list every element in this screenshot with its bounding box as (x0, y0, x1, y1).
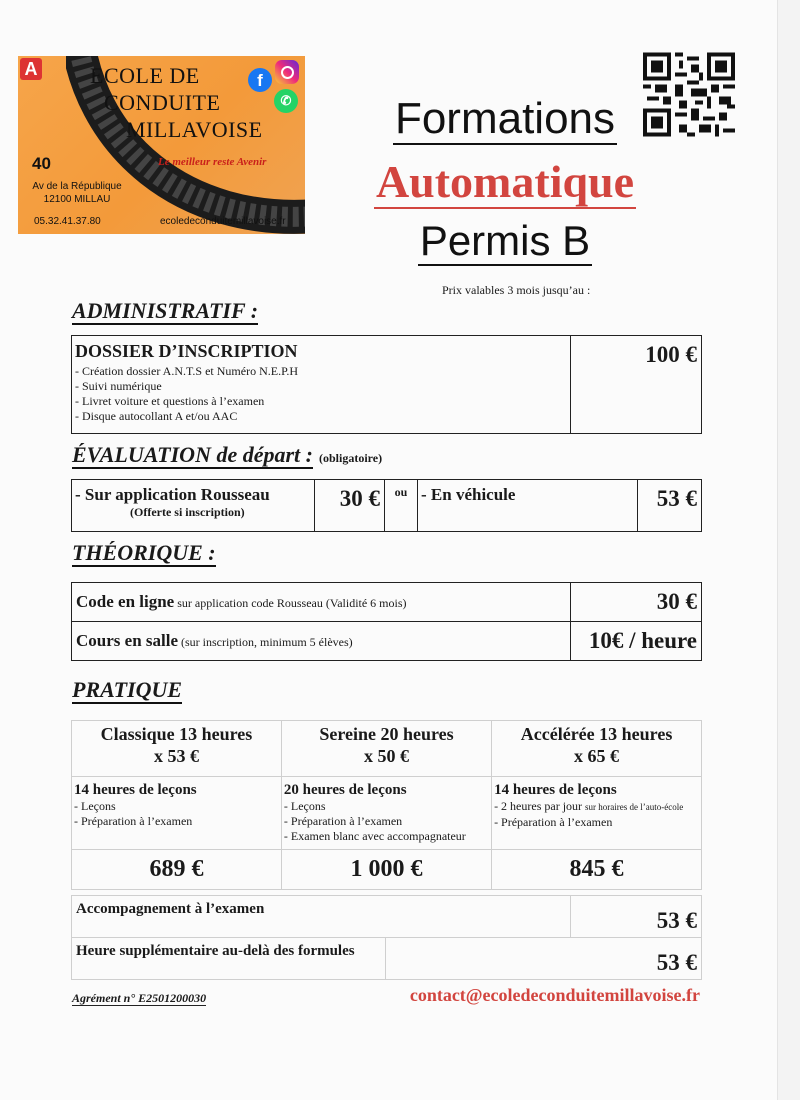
eval-option-vehicle: - En véhicule (418, 480, 638, 532)
extras-table (71, 895, 702, 980)
logo-phone: 05.32.41.37.80 (34, 216, 101, 227)
eval-price-app: 30 € (315, 480, 385, 532)
formula-desc-title: 14 heures de leçons (494, 782, 617, 798)
list-item: - Leçons (74, 799, 116, 813)
agrement-text: Agrément n° E2501200030 (72, 991, 207, 1005)
table-row (72, 850, 702, 890)
formula-rate: x 65 € (574, 746, 620, 766)
theory-note: (sur inscription, minimum 5 élèves) (181, 635, 353, 649)
extra-label: Accompagnement à l’examen (72, 896, 571, 938)
extra-price: 53 € (386, 938, 702, 980)
theory-price: 30 € (571, 583, 702, 622)
extra-price: 53 € (571, 896, 702, 938)
theory-note: sur application code Rousseau (Validité 6 mois) (177, 596, 407, 610)
formula-rate: x 53 € (153, 746, 199, 766)
theory-title: Code en ligne (76, 592, 175, 611)
address-street: Av de la République (32, 181, 122, 192)
table-row (72, 896, 702, 938)
formula-desc (281, 777, 491, 850)
eval-option-app-note: (Offerte si inscription) (130, 505, 245, 519)
formula-header (281, 721, 491, 777)
section-heading: ÉVALUATION de départ : (72, 442, 313, 467)
eval-option-app (72, 480, 315, 532)
dossier-price: 100 € (571, 336, 702, 434)
list-item-text: - 2 heures par jour (494, 799, 583, 813)
formula-total: 689 € (72, 850, 282, 890)
dossier-cell (72, 336, 571, 434)
theory-table (71, 582, 702, 661)
logo-line-2: CONDUITE (104, 90, 221, 115)
logo-line-3: MILLAVOISE (126, 117, 263, 142)
section-heading: THÉORIQUE : (72, 540, 216, 565)
address-city: 12100 MILLAU (43, 194, 111, 205)
list-item: - Création dossier A.N.T.S et Numéro N.E.P.H (75, 364, 299, 378)
facebook-icon: f (248, 68, 272, 92)
section-pratique (72, 677, 182, 703)
section-administratif (72, 298, 258, 324)
theory-title: Cours en salle (76, 631, 178, 650)
extra-label: Heure supplémentaire au-delà des formules (72, 938, 386, 980)
agrement-number (72, 991, 215, 1006)
list-item: - Préparation à l’examen (283, 814, 403, 828)
logo-a-badge-icon: A (20, 58, 42, 80)
eval-price-vehicle: 53 € (638, 480, 702, 532)
formula-name: Accélérée 13 heures (520, 724, 673, 744)
dossier-items (75, 364, 567, 424)
list-item: - Disque autocollant A et/ou AAC (75, 409, 238, 423)
list-item-note: sur horaires de l’auto-école (585, 802, 684, 812)
list-item: - Livret voiture et questions à l’examen (75, 394, 265, 408)
list-item: - Préparation à l’examen (74, 814, 193, 828)
formula-total: 1 000 € (281, 850, 491, 890)
table-row (72, 721, 702, 777)
dossier-title: DOSSIER D’INSCRIPTION (75, 341, 298, 361)
formula-desc (492, 777, 702, 850)
section-evaluation (72, 442, 382, 468)
theory-price: 10€ / heure (571, 622, 702, 661)
title-line-2: Automatique (375, 156, 635, 207)
section-heading: PRATIQUE (72, 677, 183, 702)
contact-email[interactable]: contact@ecoledeconduitemillavoise.fr (409, 985, 700, 1005)
formula-name: Classique 13 heures (100, 724, 253, 744)
formula-rate: x 50 € (363, 746, 409, 766)
formula-name: Sereine 20 heures (319, 724, 454, 744)
list-item (494, 799, 699, 815)
section-heading: ADMINISTRATIF : (72, 298, 259, 323)
eval-or: ou (385, 480, 418, 532)
section-theorique (72, 540, 216, 566)
validity-note: Prix valables 3 mois jusqu’au : (442, 283, 591, 297)
table-row (72, 622, 702, 661)
formula-total: 845 € (492, 850, 702, 890)
title-formations (0, 94, 800, 144)
eval-option-app-label: - Sur application Rousseau (75, 485, 270, 504)
admin-table (71, 335, 702, 434)
formula-header (72, 721, 282, 777)
section-note: (obligatoire) (318, 451, 383, 465)
title-line-3: Permis B (419, 217, 591, 264)
logo-line-1: ECOLE DE (90, 63, 200, 88)
logo-slogan: Le meilleur reste Avenir (158, 156, 267, 168)
table-row (72, 938, 702, 980)
title-permis (0, 217, 800, 265)
evaluation-table (71, 479, 702, 532)
table-row (72, 777, 702, 850)
formula-desc (72, 777, 282, 850)
formula-desc-title: 20 heures de leçons (283, 782, 407, 798)
list-item: - Suivi numérique (75, 379, 162, 393)
instagram-icon (275, 60, 299, 84)
theory-label (72, 583, 571, 622)
logo-website: ecoledeconduitemillavoise.fr (160, 216, 286, 227)
list-item: - Examen blanc avec accompagnateur (283, 829, 466, 843)
list-item: - Préparation à l’examen (494, 815, 613, 829)
formula-desc-title: 14 heures de leçons (74, 782, 197, 798)
whatsapp-icon: ✆ (274, 89, 298, 113)
formula-header (492, 721, 702, 777)
theory-label (72, 622, 571, 661)
list-item: - Leçons (283, 799, 326, 813)
practice-table (71, 720, 702, 890)
title-automatique (0, 155, 800, 208)
logo-street-number: 40 (32, 154, 51, 173)
table-row (72, 583, 702, 622)
title-line-1: Formations (394, 94, 616, 143)
